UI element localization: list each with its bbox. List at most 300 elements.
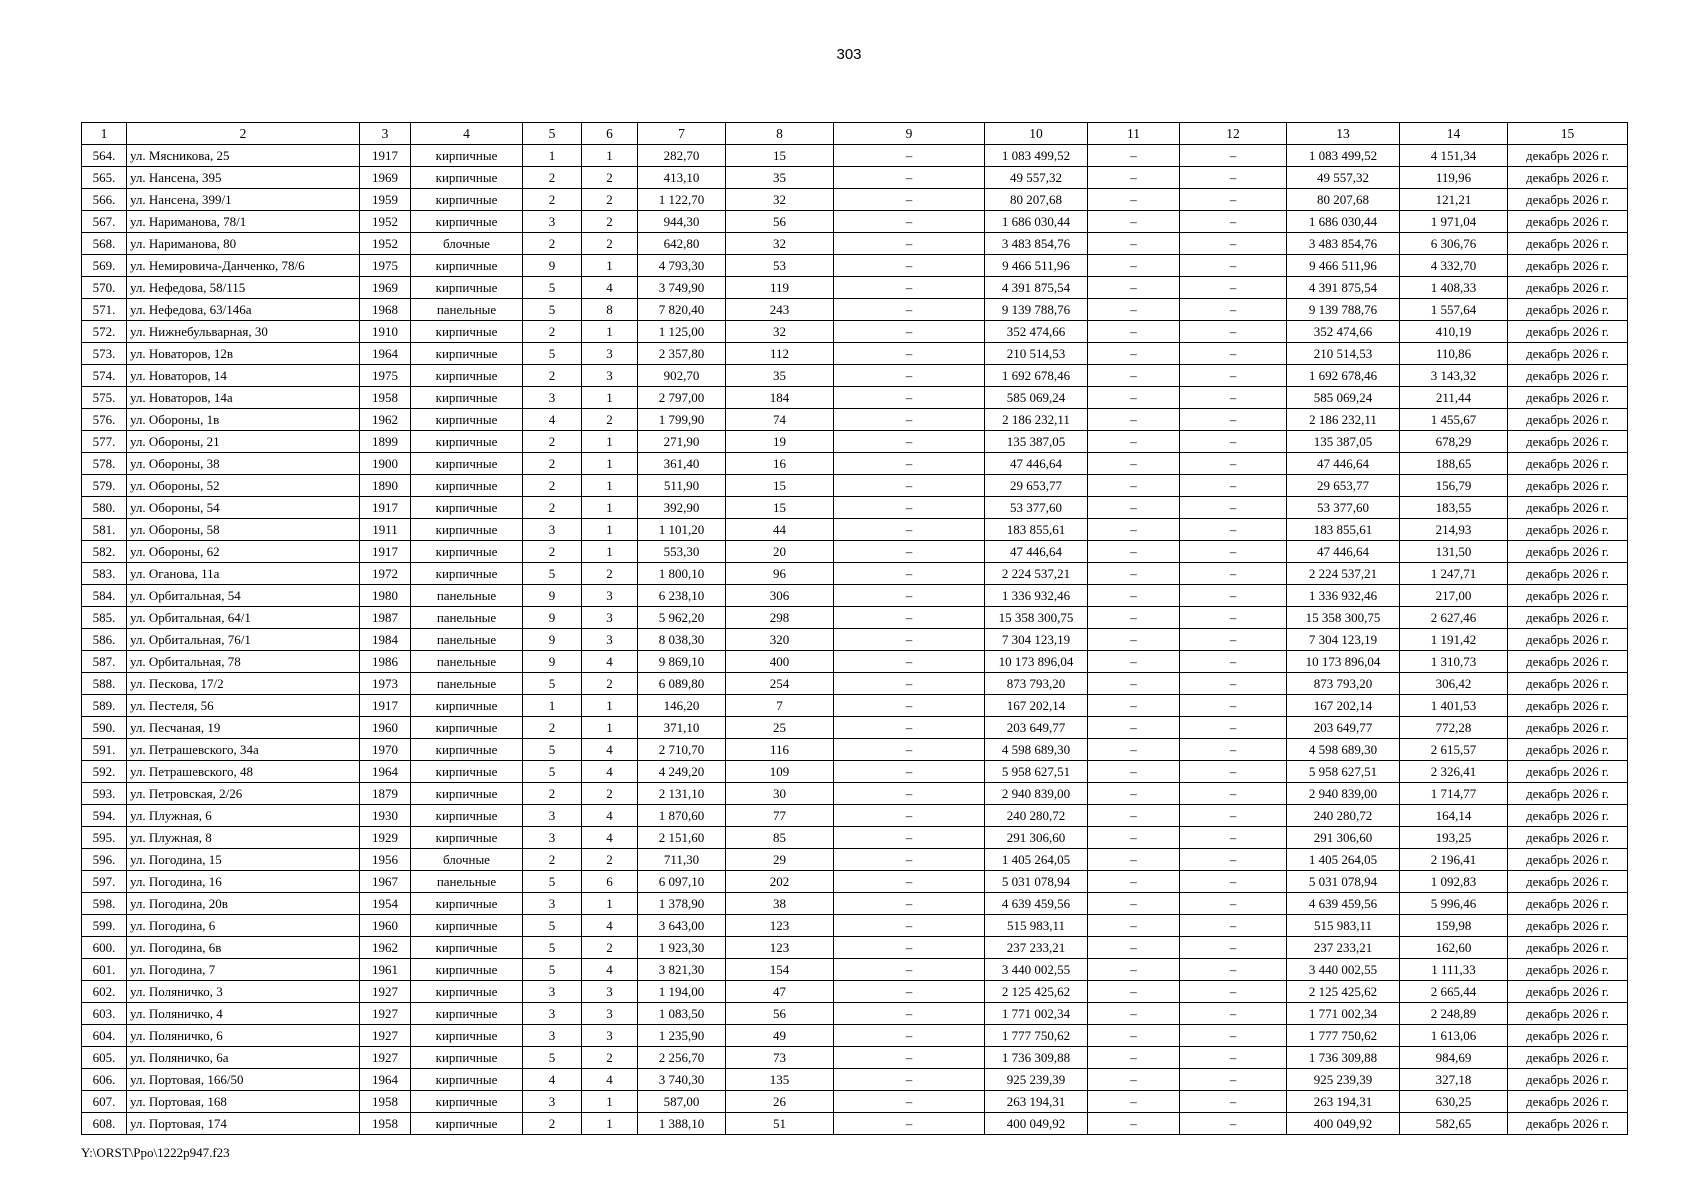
table-cell: – [834, 695, 985, 717]
table-cell: декабрь 2026 г. [1508, 1047, 1628, 1069]
table-cell: 4 [582, 739, 638, 761]
table-cell: кирпичные [411, 1025, 523, 1047]
table-cell: ул. Новаторов, 14 [127, 365, 360, 387]
table-cell: 5 [523, 915, 582, 937]
table-cell: кирпичные [411, 145, 523, 167]
table-cell: 392,90 [638, 497, 726, 519]
table-cell: 577. [82, 431, 127, 453]
table-cell: панельные [411, 651, 523, 673]
table-cell: – [1088, 1025, 1180, 1047]
table-cell: 1879 [360, 783, 411, 805]
table-cell: 2 [582, 673, 638, 695]
table-cell: 282,70 [638, 145, 726, 167]
table-cell: 1967 [360, 871, 411, 893]
table-cell: 119 [726, 277, 834, 299]
table-cell: 1 [582, 717, 638, 739]
table-cell: 1 310,73 [1400, 651, 1508, 673]
column-header: 8 [726, 123, 834, 145]
table-cell: 591. [82, 739, 127, 761]
table-cell: 2 [523, 541, 582, 563]
table-cell: – [834, 497, 985, 519]
table-cell: 2 [523, 167, 582, 189]
table-cell: 1 401,53 [1400, 695, 1508, 717]
table-cell: панельные [411, 673, 523, 695]
table-cell: – [1088, 739, 1180, 761]
table-cell: 32 [726, 189, 834, 211]
table-row [82, 563, 1628, 585]
table-row [82, 211, 1628, 233]
table-cell: блочные [411, 233, 523, 255]
table-row [82, 585, 1628, 607]
table-cell: – [834, 915, 985, 937]
table-row [82, 1025, 1628, 1047]
table-cell: 1 388,10 [638, 1113, 726, 1135]
table-cell: 1911 [360, 519, 411, 541]
table-cell: 1 [582, 431, 638, 453]
table-cell: кирпичные [411, 167, 523, 189]
table-cell: 1954 [360, 893, 411, 915]
table-row [82, 915, 1628, 937]
table-cell: 5 [523, 739, 582, 761]
table-cell: 1 408,33 [1400, 277, 1508, 299]
table-cell: ул. Пескова, 17/2 [127, 673, 360, 695]
table-cell: 3 143,32 [1400, 365, 1508, 387]
table-cell: 49 557,32 [985, 167, 1088, 189]
table-cell: 400 [726, 651, 834, 673]
table-cell: ул. Погодина, 6в [127, 937, 360, 959]
table-row [82, 519, 1628, 541]
table-cell: 2 224 537,21 [985, 563, 1088, 585]
column-header: 5 [523, 123, 582, 145]
table-cell: 1 405 264,05 [1287, 849, 1400, 871]
table-cell: 4 639 459,56 [1287, 893, 1400, 915]
table-cell: 352 474,66 [1287, 321, 1400, 343]
table-cell: 77 [726, 805, 834, 827]
table-cell: 1 [582, 145, 638, 167]
table-cell: 16 [726, 453, 834, 475]
table-cell: – [1180, 299, 1287, 321]
table-cell: декабрь 2026 г. [1508, 475, 1628, 497]
table-cell: 593. [82, 783, 127, 805]
table-cell: 589. [82, 695, 127, 717]
table-cell: декабрь 2026 г. [1508, 629, 1628, 651]
table-cell: 1 [582, 519, 638, 541]
table-cell: декабрь 2026 г. [1508, 167, 1628, 189]
column-header: 11 [1088, 123, 1180, 145]
table-cell: 2 [582, 211, 638, 233]
table-cell: 1927 [360, 981, 411, 1003]
table-cell: – [1088, 1091, 1180, 1113]
table-cell: 1 191,42 [1400, 629, 1508, 651]
table-cell: декабрь 2026 г. [1508, 277, 1628, 299]
table-cell: – [1180, 145, 1287, 167]
table-cell: 3 [582, 365, 638, 387]
table-cell: 47 446,64 [985, 541, 1088, 563]
table-cell: 582. [82, 541, 127, 563]
table-cell: 4 151,34 [1400, 145, 1508, 167]
table-cell: кирпичные [411, 343, 523, 365]
table-cell: – [1088, 849, 1180, 871]
table-cell: 594. [82, 805, 127, 827]
table-cell: – [1180, 673, 1287, 695]
table-row [82, 255, 1628, 277]
table-cell: 20 [726, 541, 834, 563]
table-cell: 123 [726, 915, 834, 937]
table-cell: 210 514,53 [985, 343, 1088, 365]
table-cell: – [1180, 915, 1287, 937]
table-cell: 7 304 123,19 [1287, 629, 1400, 651]
table-cell: 56 [726, 1003, 834, 1025]
table-cell: 4 [582, 827, 638, 849]
table-cell: 9 139 788,76 [1287, 299, 1400, 321]
table-cell: кирпичные [411, 783, 523, 805]
table-cell: 3 [582, 1003, 638, 1025]
table-cell: – [1088, 431, 1180, 453]
table-cell: – [834, 563, 985, 585]
table-cell: 9 466 511,96 [1287, 255, 1400, 277]
table-cell: 1 [582, 1113, 638, 1135]
table-cell: 116 [726, 739, 834, 761]
table-cell: 15 [726, 145, 834, 167]
table-cell: ул. Погодина, 7 [127, 959, 360, 981]
table-cell: – [1088, 717, 1180, 739]
table-cell: 1964 [360, 1069, 411, 1091]
table-cell: 35 [726, 365, 834, 387]
table-cell: ул. Поляничко, 3 [127, 981, 360, 1003]
table-row [82, 717, 1628, 739]
table-cell: 2 627,46 [1400, 607, 1508, 629]
table-cell: 1972 [360, 563, 411, 585]
column-header: 7 [638, 123, 726, 145]
table-cell: 597. [82, 871, 127, 893]
table-cell: 306,42 [1400, 673, 1508, 695]
table-cell: 2 151,60 [638, 827, 726, 849]
table-cell: – [834, 453, 985, 475]
table-cell: 371,10 [638, 717, 726, 739]
table-cell: 984,69 [1400, 1047, 1508, 1069]
table-cell: 8 038,30 [638, 629, 726, 651]
table-cell: 217,00 [1400, 585, 1508, 607]
table-cell: декабрь 2026 г. [1508, 585, 1628, 607]
table-cell: 3 [523, 827, 582, 849]
table-cell: 135 [726, 1069, 834, 1091]
table-cell: блочные [411, 849, 523, 871]
table-cell: – [1180, 497, 1287, 519]
table-cell: 2 [523, 1113, 582, 1135]
table-row [82, 629, 1628, 651]
table-cell: 1900 [360, 453, 411, 475]
table-cell: 15 [726, 497, 834, 519]
table-cell: 1968 [360, 299, 411, 321]
table-cell: кирпичные [411, 519, 523, 541]
table-cell: 3 821,30 [638, 959, 726, 981]
table-cell: – [1180, 981, 1287, 1003]
table-cell: – [834, 981, 985, 1003]
table-cell: – [1088, 915, 1180, 937]
table-cell: – [1088, 695, 1180, 717]
table-cell: – [1180, 1047, 1287, 1069]
table-row [82, 431, 1628, 453]
table-cell: 4 [582, 915, 638, 937]
table-cell: кирпичные [411, 1113, 523, 1135]
table-cell: 1970 [360, 739, 411, 761]
column-header: 9 [834, 123, 985, 145]
table-row [82, 1069, 1628, 1091]
table-cell: 678,29 [1400, 431, 1508, 453]
table-cell: кирпичные [411, 563, 523, 585]
table-cell: 6 097,10 [638, 871, 726, 893]
table-cell: 5 996,46 [1400, 893, 1508, 915]
table-cell: 320 [726, 629, 834, 651]
table-cell: кирпичные [411, 827, 523, 849]
table-cell: 298 [726, 607, 834, 629]
table-cell: 590. [82, 717, 127, 739]
table-cell: 4 391 875,54 [1287, 277, 1400, 299]
table-cell: ул. Орбитальная, 76/1 [127, 629, 360, 651]
table-cell: 608. [82, 1113, 127, 1135]
table-cell: 1 799,90 [638, 409, 726, 431]
table-cell: кирпичные [411, 1003, 523, 1025]
table-cell: – [1088, 497, 1180, 519]
table-cell: кирпичные [411, 937, 523, 959]
table-cell: 1 771 002,34 [985, 1003, 1088, 1025]
table-cell: 592. [82, 761, 127, 783]
table-cell: ул. Погодина, 15 [127, 849, 360, 871]
table-cell: 2 [582, 167, 638, 189]
table-cell: ул. Плужная, 8 [127, 827, 360, 849]
table-cell: 214,93 [1400, 519, 1508, 541]
table-cell: ул. Нижнебульварная, 30 [127, 321, 360, 343]
table-cell: 6 306,76 [1400, 233, 1508, 255]
table-cell: 53 [726, 255, 834, 277]
table-cell: – [1088, 1003, 1180, 1025]
table-cell: 291 306,60 [985, 827, 1088, 849]
table-cell: ул. Обороны, 52 [127, 475, 360, 497]
table-cell: декабрь 2026 г. [1508, 1113, 1628, 1135]
table-cell: 271,90 [638, 431, 726, 453]
table-cell: – [1180, 167, 1287, 189]
table-cell: – [1180, 255, 1287, 277]
table-cell: 1962 [360, 937, 411, 959]
table-cell: – [834, 959, 985, 981]
table-cell: – [1180, 651, 1287, 673]
table-cell: – [1088, 299, 1180, 321]
table-cell: 1917 [360, 541, 411, 563]
table-cell: 4 249,20 [638, 761, 726, 783]
table-cell: – [1088, 519, 1180, 541]
table-cell: 1964 [360, 761, 411, 783]
table-cell: 2 224 537,21 [1287, 563, 1400, 585]
table-cell: 1956 [360, 849, 411, 871]
table-cell: 1 714,77 [1400, 783, 1508, 805]
table-cell: 1960 [360, 915, 411, 937]
table-cell: 4 [582, 1069, 638, 1091]
table-cell: 183 855,61 [1287, 519, 1400, 541]
column-header: 12 [1180, 123, 1287, 145]
table-cell: кирпичные [411, 255, 523, 277]
table-cell: 121,21 [1400, 189, 1508, 211]
table-cell: 944,30 [638, 211, 726, 233]
table-cell: – [834, 849, 985, 871]
table-cell: 5 [523, 871, 582, 893]
table-cell: 2 940 839,00 [1287, 783, 1400, 805]
table-cell: 203 649,77 [1287, 717, 1400, 739]
table-cell: 587,00 [638, 1091, 726, 1113]
table-cell: панельные [411, 299, 523, 321]
table-row [82, 541, 1628, 563]
table-cell: – [1088, 277, 1180, 299]
table-cell: 3 [523, 211, 582, 233]
table-cell: 2 [523, 453, 582, 475]
table-cell: – [1180, 871, 1287, 893]
table-cell: ул. Портовая, 166/50 [127, 1069, 360, 1091]
table-cell: 2 125 425,62 [1287, 981, 1400, 1003]
column-header: 3 [360, 123, 411, 145]
table-cell: декабрь 2026 г. [1508, 805, 1628, 827]
table-cell: 3 483 854,76 [1287, 233, 1400, 255]
table-cell: 263 194,31 [1287, 1091, 1400, 1113]
table-cell: 74 [726, 409, 834, 431]
table-cell: кирпичные [411, 387, 523, 409]
table-cell: – [1088, 563, 1180, 585]
table-cell: 1 378,90 [638, 893, 726, 915]
table-cell: ул. Поляничко, 4 [127, 1003, 360, 1025]
table-cell: 15 358 300,75 [1287, 607, 1400, 629]
table-cell: 1 [582, 893, 638, 915]
table-cell: кирпичные [411, 761, 523, 783]
table-cell: 400 049,92 [1287, 1113, 1400, 1135]
table-cell: ул. Нефедова, 63/146а [127, 299, 360, 321]
table-cell: 1910 [360, 321, 411, 343]
table-cell: 1 557,64 [1400, 299, 1508, 321]
table-cell: ул. Погодина, 20в [127, 893, 360, 915]
table-row [82, 981, 1628, 1003]
table-cell: 6 089,80 [638, 673, 726, 695]
table-cell: – [1088, 453, 1180, 475]
table-row [82, 233, 1628, 255]
table-cell: 9 [523, 629, 582, 651]
table-cell: кирпичные [411, 717, 523, 739]
table-cell: 44 [726, 519, 834, 541]
table-cell: 574. [82, 365, 127, 387]
table-cell: ул. Оганова, 11а [127, 563, 360, 585]
table-cell: 772,28 [1400, 717, 1508, 739]
table-cell: 1 336 932,46 [1287, 585, 1400, 607]
table-cell: 1960 [360, 717, 411, 739]
table-cell: 1 771 002,34 [1287, 1003, 1400, 1025]
table-row [82, 475, 1628, 497]
table-cell: 2 326,41 [1400, 761, 1508, 783]
table-cell: – [1180, 761, 1287, 783]
table-cell: ул. Обороны, 54 [127, 497, 360, 519]
table-cell: 573. [82, 343, 127, 365]
table-cell: 291 306,60 [1287, 827, 1400, 849]
table-cell: 1927 [360, 1003, 411, 1025]
table-cell: 1 235,90 [638, 1025, 726, 1047]
table-cell: – [1180, 189, 1287, 211]
table-cell: 1 971,04 [1400, 211, 1508, 233]
table-cell: 254 [726, 673, 834, 695]
table-cell: 202 [726, 871, 834, 893]
table-cell: – [834, 1069, 985, 1091]
table-cell: декабрь 2026 г. [1508, 1091, 1628, 1113]
table-cell: кирпичные [411, 1047, 523, 1069]
table-cell: 2 [523, 497, 582, 519]
table-cell: 553,30 [638, 541, 726, 563]
table-cell: – [1088, 145, 1180, 167]
table-cell: 183 855,61 [985, 519, 1088, 541]
table-cell: 3 [582, 1025, 638, 1047]
table-cell: – [1088, 343, 1180, 365]
table-cell: 2 186 232,11 [1287, 409, 1400, 431]
table-cell: 3 [582, 607, 638, 629]
table-cell: 96 [726, 563, 834, 585]
table-cell: ул. Песчаная, 19 [127, 717, 360, 739]
table-cell: 2 196,41 [1400, 849, 1508, 871]
table-cell: 1980 [360, 585, 411, 607]
table-cell: декабрь 2026 г. [1508, 827, 1628, 849]
table-row [82, 651, 1628, 673]
table-cell: 1969 [360, 277, 411, 299]
table-cell: ул. Петрашевского, 48 [127, 761, 360, 783]
table-cell: 9 466 511,96 [985, 255, 1088, 277]
table-cell: панельные [411, 629, 523, 651]
table-cell: декабрь 2026 г. [1508, 189, 1628, 211]
table-cell: 1917 [360, 497, 411, 519]
table-cell: – [1180, 937, 1287, 959]
table-cell: 4 [582, 959, 638, 981]
table-cell: 4 [582, 761, 638, 783]
table-cell: – [834, 805, 985, 827]
table-cell: 582,65 [1400, 1113, 1508, 1135]
table-cell: 5 031 078,94 [1287, 871, 1400, 893]
table-cell: 80 207,68 [985, 189, 1088, 211]
table-cell: 4 598 689,30 [1287, 739, 1400, 761]
table-row [82, 1047, 1628, 1069]
table-row [82, 739, 1628, 761]
table-cell: 2 710,70 [638, 739, 726, 761]
table-cell: 515 983,11 [1287, 915, 1400, 937]
table-body [82, 145, 1628, 1135]
table-cell: 3 [523, 805, 582, 827]
table-cell: – [834, 211, 985, 233]
table-cell: – [1088, 167, 1180, 189]
table-cell: – [1180, 1113, 1287, 1135]
table-cell: – [1180, 607, 1287, 629]
table-cell: – [1180, 805, 1287, 827]
table-cell: декабрь 2026 г. [1508, 541, 1628, 563]
column-header: 6 [582, 123, 638, 145]
column-header: 13 [1287, 123, 1400, 145]
table-cell: 578. [82, 453, 127, 475]
table-cell: – [1088, 871, 1180, 893]
table-cell: – [1180, 563, 1287, 585]
table-cell: – [1088, 607, 1180, 629]
table-cell: 1975 [360, 365, 411, 387]
table-cell: – [834, 739, 985, 761]
table-cell: 56 [726, 211, 834, 233]
table-cell: 164,14 [1400, 805, 1508, 827]
table-cell: 167 202,14 [1287, 695, 1400, 717]
table-cell: 188,65 [1400, 453, 1508, 475]
table-cell: – [1180, 629, 1287, 651]
table-cell: 2 186 232,11 [985, 409, 1088, 431]
table-cell: 29 [726, 849, 834, 871]
table-cell: 2 [582, 783, 638, 805]
table-cell: – [1088, 475, 1180, 497]
table-cell: 3 [523, 1003, 582, 1025]
table-cell: ул. Нариманова, 78/1 [127, 211, 360, 233]
